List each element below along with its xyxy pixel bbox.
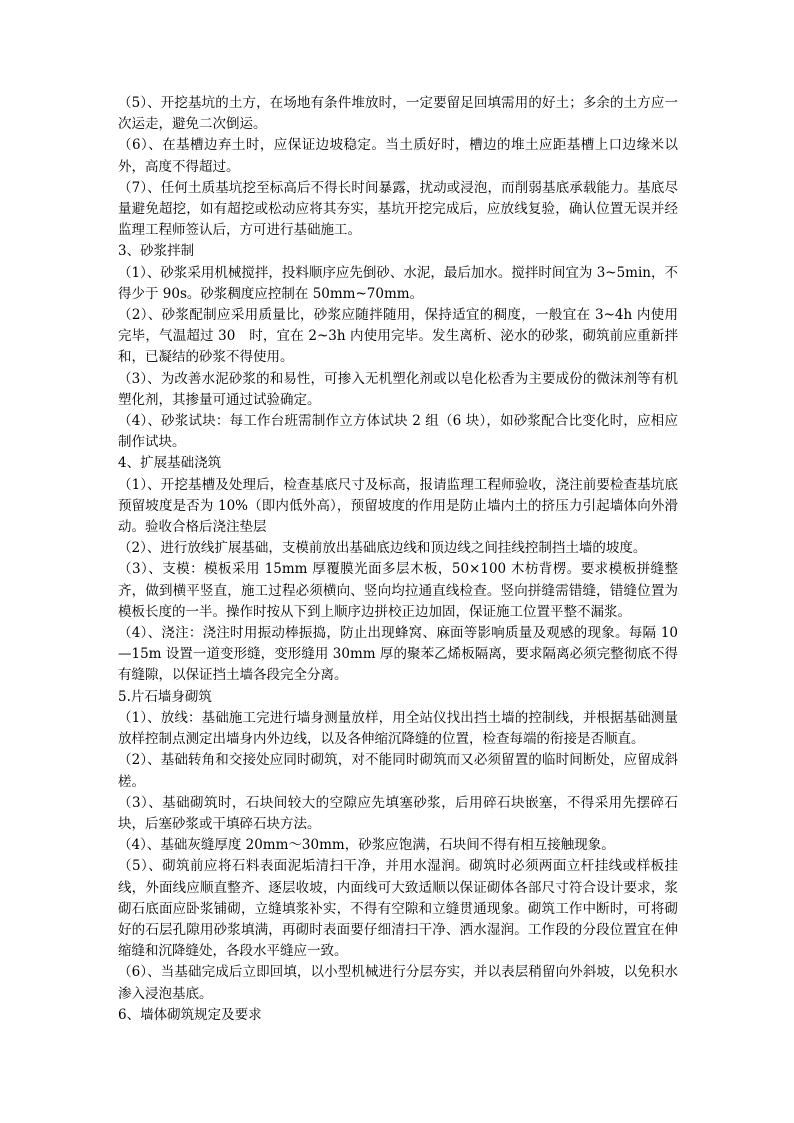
paragraph-mortar-1: （1）、砂浆采用机械搅拌，投料顺序应先倒砂、水泥，最后加水。搅拌时间宜为 3~5min，不得少于 90s。砂浆稠度应控制在 50mm~70mm。 xyxy=(118,264,678,302)
document-body xyxy=(118,93,678,1026)
paragraph-foundation-3: （3）、支模：模板采用 15mm 厚覆膜光面多层木板，50×100 木枋背楞。要求模板拼缝整齐，做到横平竖直，施工过程必须横向、竖向均拉通直线检查。竖向拼缝需错缝，错缝位置为模板长度的一半。操作时按从下到上顺序边拼校正边加固，保证施工位置平整不漏浆。 xyxy=(118,561,678,620)
section-heading-wall-masonry: 6、墙体砌筑规定及要求 xyxy=(118,1006,262,1023)
paragraph-excavation-6: （6）、在基槽边弃土时，应保证边坡稳定。当土质好时，槽边的堆土应距基槽上口边缘米以外，高度不得超过。 xyxy=(118,137,678,175)
paragraph-stone-wall-2: （2）、基础转角和交接处应同时砌筑，对不能同时砌筑而又必须留置的临时间断处，应留成斜槎。 xyxy=(118,752,678,790)
paragraph-stone-wall-5: （5）、砌筑前应将石料表面泥垢清扫干净，并用水湿润。砌筑时必须两面立杆挂线或样板挂线，外面线应顺直整齐、逐层收坡，内面线可大致适顺以保证砌体各部尺寸符合设计要求，浆砌石底面应卧浆铺砌，立缝填浆补实，不得有空隙和立缝贯通现象。砌筑工作中断时，可将砌好的石层孔隙用砂浆填满，再砌时表面要仔细清扫干净、洒水湿润。工作段的分段位置宜在伸缩缝和沉降缝处，各段水平缝应一致。 xyxy=(118,858,678,960)
paragraph-stone-wall-3: （3）、基础砌筑时，石块间较大的空隙应先填塞砂浆，后用碎石块嵌塞，不得采用先摆碎石块，后塞砂浆或干填碎石块方法。 xyxy=(118,794,678,832)
paragraph-stone-wall-6: （6）、当基础完成后立即回填，以小型机械进行分层夯实，并以表层稍留向外斜坡，以免积水渗入浸泡基底。 xyxy=(118,964,678,1002)
paragraph-excavation-5: （5）、开挖基坑的土方，在场地有条件堆放时，一定要留足回填需用的好土；多余的土方应一次运走，避免二次倒运。 xyxy=(118,95,678,133)
section-heading-foundation-pouring: 4、扩展基础浇筑 xyxy=(118,455,222,472)
paragraph-foundation-4: （4）、浇注：浇注时用振动棒振捣，防止出现蜂窝、麻面等影响质量及观感的现象。每隔 10—15m 设置一道变形缝，变形缝用 30mm 厚的聚苯乙烯板隔离，要求隔离必须完整彻底不得有缝隙，以保证挡土墙各段完全分离。 xyxy=(118,625,678,684)
paragraph-mortar-4: （4）、砂浆试块：每工作台班需制作立方体试块 2 组（6 块），如砂浆配合比变化时，应相应制作试块。 xyxy=(118,413,678,451)
paragraph-stone-wall-1: （1）、放线：基础施工完进行墙身测量放样，用全站仪找出挡土墙的控制线，并根据基础测量放样控制点测定出墙身内外边线，以及各伸缩沉降缝的位置，检查每端的衔接是否顺直。 xyxy=(118,709,678,748)
paragraph-foundation-2: （2）、进行放线扩展基础，支模前放出基础底边线和顶边线之间挂线控制挡土墙的坡度。 xyxy=(118,540,647,557)
paragraph-stone-wall-4: （4）、基础灰缝厚度 20mm～30mm，砂浆应饱满，石块间不得有相互接触现象。 xyxy=(118,837,615,854)
paragraph-mortar-2: （2）、砂浆配制应采用质量比，砂浆应随拌随用，保持适宜的稠度，一般宜在 3~4h 内使用完毕，气温超过 30 时，宜在 2~3h 内使用完毕。发生离析、泌水的砂浆，砌筑前应重新拌和，已凝结的砂浆不得使用。 xyxy=(118,307,678,366)
paragraph-mortar-3: （3）、为改善水泥砂浆的和易性，可掺入无机塑化剂或以皂化松香为主要成份的微沫剂等有机塑化剂，其掺量可通过试验确定。 xyxy=(118,370,678,408)
paragraph-foundation-1: （1）、开挖基槽及处理后，检查基底尺寸及标高，报请监理工程师验收，浇注前要检查基坑底预留坡度是否为 10%（即内低外高），预留坡度的作用是防止墙内土的挤压力引起墙体向外滑动。验收合格后浇注垫层 xyxy=(118,476,678,536)
section-heading-mortar-mixing: 3、砂浆拌制 xyxy=(118,243,195,260)
paragraph-excavation-7: （7）、任何土质基坑挖至标高后不得长时间暴露，扰动或浸泡，而削弱基底承载能力。基底尽量避免超挖，如有超挖或松动应将其夯实，基坑开挖完成后，应放线复验，确认位置无误并经监理工程师签认后，方可进行基础施工。 xyxy=(118,179,678,239)
section-heading-stone-wall: 5.片石墙身砌筑 xyxy=(118,688,212,705)
